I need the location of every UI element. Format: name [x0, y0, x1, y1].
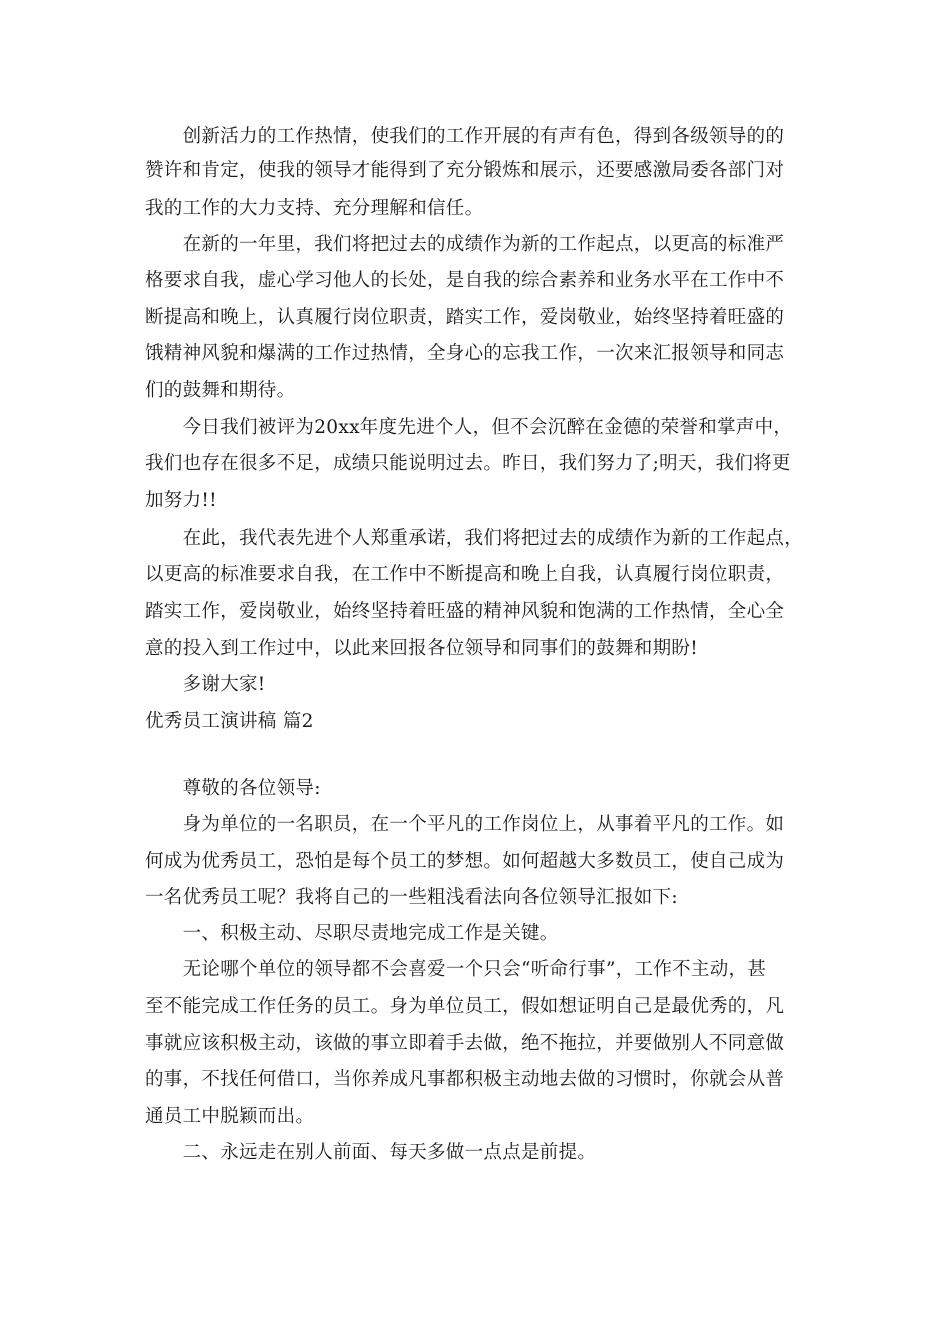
text-line: 一名优秀员工呢？我将自己的一些粗浅看法向各位领导汇报如下: — [145, 887, 678, 908]
text-line: 多谢大家! — [145, 674, 266, 695]
text-line: 创新活力的工作热情，使我们的工作开展的有声有色，得到各级领导的的 — [145, 126, 785, 147]
text-line: 们的鼓舞和期待。 — [145, 380, 296, 401]
text-line: 以更高的标准要求自我，在工作中不断提高和晚上自我，认真履行岗位职责， — [145, 564, 785, 585]
text-line: 二、永远走在别人前面、每天多做一点点是前提。 — [145, 1142, 597, 1163]
text-line: 在此，我代表先进个人郑重承诺，我们将把过去的成绩作为新的工作起点， — [145, 528, 804, 549]
text-line: 饿精神风貌和爆满的工作过热情，全身心的忘我工作，一次来汇报领导和同志 — [145, 343, 785, 364]
text-line: 赞许和肯定，使我的领导才能得到了充分锻炼和展示，还要感激局委各部门对 — [145, 160, 785, 181]
text-line: 无论哪个单位的领导都不会喜爱一个只会“听命行事”，工作不主动，甚 — [145, 959, 767, 980]
text-line: 事就应该积极主动，该做的事立即着手去做，绝不拖拉，并要做别人不同意做 — [145, 1033, 785, 1054]
text-line: 格要求自我，虚心学习他人的长处，是自我的综合素养和业务水平在工作中不 — [145, 270, 785, 291]
text-line: 何成为优秀员工，恐怕是每个员工的梦想。如何超越大多数员工，使自己成为 — [145, 851, 785, 872]
text-line: 的事，不找任何借口，当你养成凡事都积极主动地去做的习惯时，你就会从普 — [145, 1069, 785, 1090]
text-line: 通员工中脱颖而出。 — [145, 1106, 315, 1127]
text-line: 我的工作的大力支持、充分理解和信任。 — [145, 198, 484, 219]
text-line: 一、积极主动、尽职尽责地完成工作是关键。 — [145, 923, 559, 944]
text-line: 意的投入到工作过中，以此来回报各位领导和同事们的鼓舞和期盼! — [145, 638, 698, 659]
text-line: 今日我们被评为20xx年度先进个人，但不会沉醉在金德的荣誉和掌声中， — [145, 417, 793, 438]
text-line: 在新的一年里，我们将把过去的成绩作为新的工作起点，以更高的标准严 — [145, 234, 785, 255]
text-line: 加努力!! — [145, 490, 217, 511]
text-line: 断提高和晚上，认真履行岗位职责，踏实工作，爱岗敬业，始终坚持着旺盛的 — [145, 307, 785, 328]
text-line: 尊敬的各位领导: — [145, 778, 321, 799]
text-line: 身为单位的一名职员，在一个平凡的工作岗位上，从事着平凡的工作。如 — [145, 814, 785, 835]
section-heading: 优秀员工演讲稿 篇2 — [145, 711, 314, 732]
text-line: 踏实工作，爱岗敬业，始终坚持着旺盛的精神风貌和饱满的工作热情，全心全 — [145, 601, 785, 622]
text-line: 至不能完成工作任务的员工。身为单位员工，假如想证明自己是最优秀的，凡 — [145, 996, 785, 1017]
text-line: 我们也存在很多不足，成绩只能说明过去。昨日，我们努力了;明天，我们将更 — [145, 453, 791, 474]
